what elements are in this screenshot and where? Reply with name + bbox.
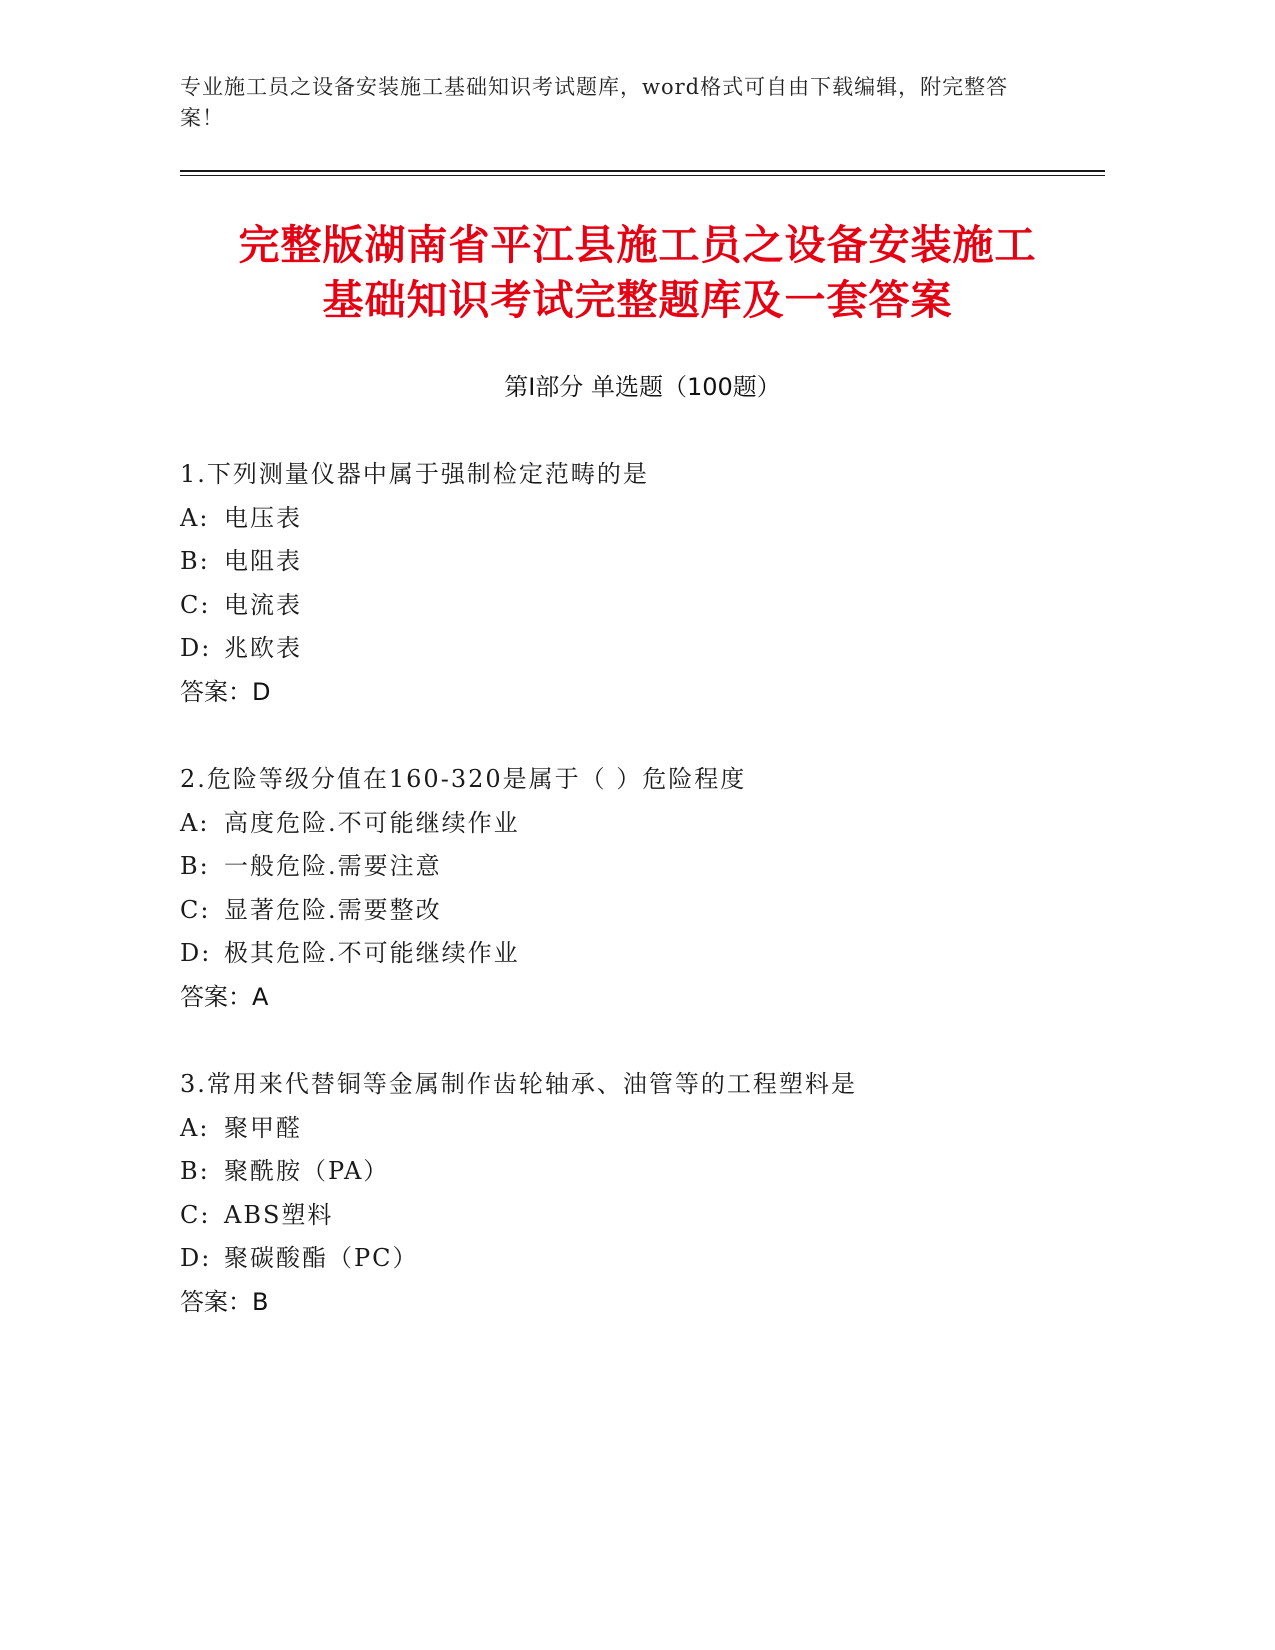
option-key: B:: [180, 1157, 210, 1186]
option-a: [180, 1107, 1105, 1151]
option-c: [180, 1194, 1105, 1238]
option-b: [180, 845, 1105, 889]
answer: 答案：D: [180, 677, 271, 706]
option-text: 显著危险.需要整改: [224, 895, 442, 924]
header-note: 专业施工员之设备安装施工基础知识考试题库，word格式可自由下载编辑，附完整答案！: [180, 75, 1009, 130]
question-3: [180, 1063, 1105, 1325]
option-b: [180, 1150, 1105, 1194]
option-text: 聚甲醛: [224, 1113, 302, 1142]
header-divider-thick: [180, 170, 1105, 172]
question-1: [180, 453, 1105, 715]
option-text: 极其危险.不可能继续作业: [224, 939, 520, 968]
option-key: D:: [180, 634, 212, 663]
question-stem: 1.下列测量仪器中属于强制检定范畴的是: [180, 460, 649, 488]
option-text: 高度危险.不可能继续作业: [224, 808, 520, 837]
option-d: [180, 932, 1105, 976]
option-key: B:: [180, 547, 210, 576]
document-title-line-2: 基础知识考试完整题库及一套答案: [322, 276, 953, 324]
option-d: [180, 627, 1105, 671]
option-key: C:: [180, 590, 211, 619]
document-title-line-1: 完整版湖南省平江县施工员之设备安装施工: [238, 221, 1037, 269]
option-text: 电压表: [224, 503, 302, 532]
option-a: [180, 497, 1105, 541]
option-key: A:: [180, 808, 210, 837]
question-stem: 2.危险等级分值在160-320是属于（ ）危险程度: [180, 765, 747, 793]
option-d: [180, 1237, 1105, 1281]
option-key: A:: [180, 503, 210, 532]
option-b: [180, 540, 1105, 584]
answer: 答案：B: [180, 1287, 269, 1316]
option-text: 兆欧表: [224, 634, 302, 663]
header-divider-thin: [180, 175, 1105, 176]
document-title: [120, 218, 1155, 328]
option-text: 聚酰胺（PA）: [224, 1157, 390, 1186]
option-c: [180, 889, 1105, 933]
option-key: C:: [180, 1200, 211, 1229]
option-c: [180, 584, 1105, 628]
question-stem: 3.常用来代替铜等金属制作齿轮轴承、油管等的工程塑料是: [180, 1070, 857, 1098]
question-2: [180, 758, 1105, 1020]
option-text: ABS塑料: [224, 1200, 334, 1229]
option-text: 电阻表: [224, 547, 302, 576]
option-key: B:: [180, 852, 210, 881]
answer: 答案：A: [180, 982, 269, 1011]
option-text: 一般危险.需要注意: [224, 852, 442, 881]
option-key: A:: [180, 1113, 210, 1142]
option-a: [180, 802, 1105, 846]
option-key: C:: [180, 895, 211, 924]
option-text: 电流表: [224, 590, 302, 619]
option-key: D:: [180, 1244, 212, 1273]
section-title: 第Ⅰ部分 单选题（100题）: [504, 373, 781, 401]
option-key: D:: [180, 939, 212, 968]
option-text: 聚碳酸酯（PC）: [224, 1244, 419, 1273]
